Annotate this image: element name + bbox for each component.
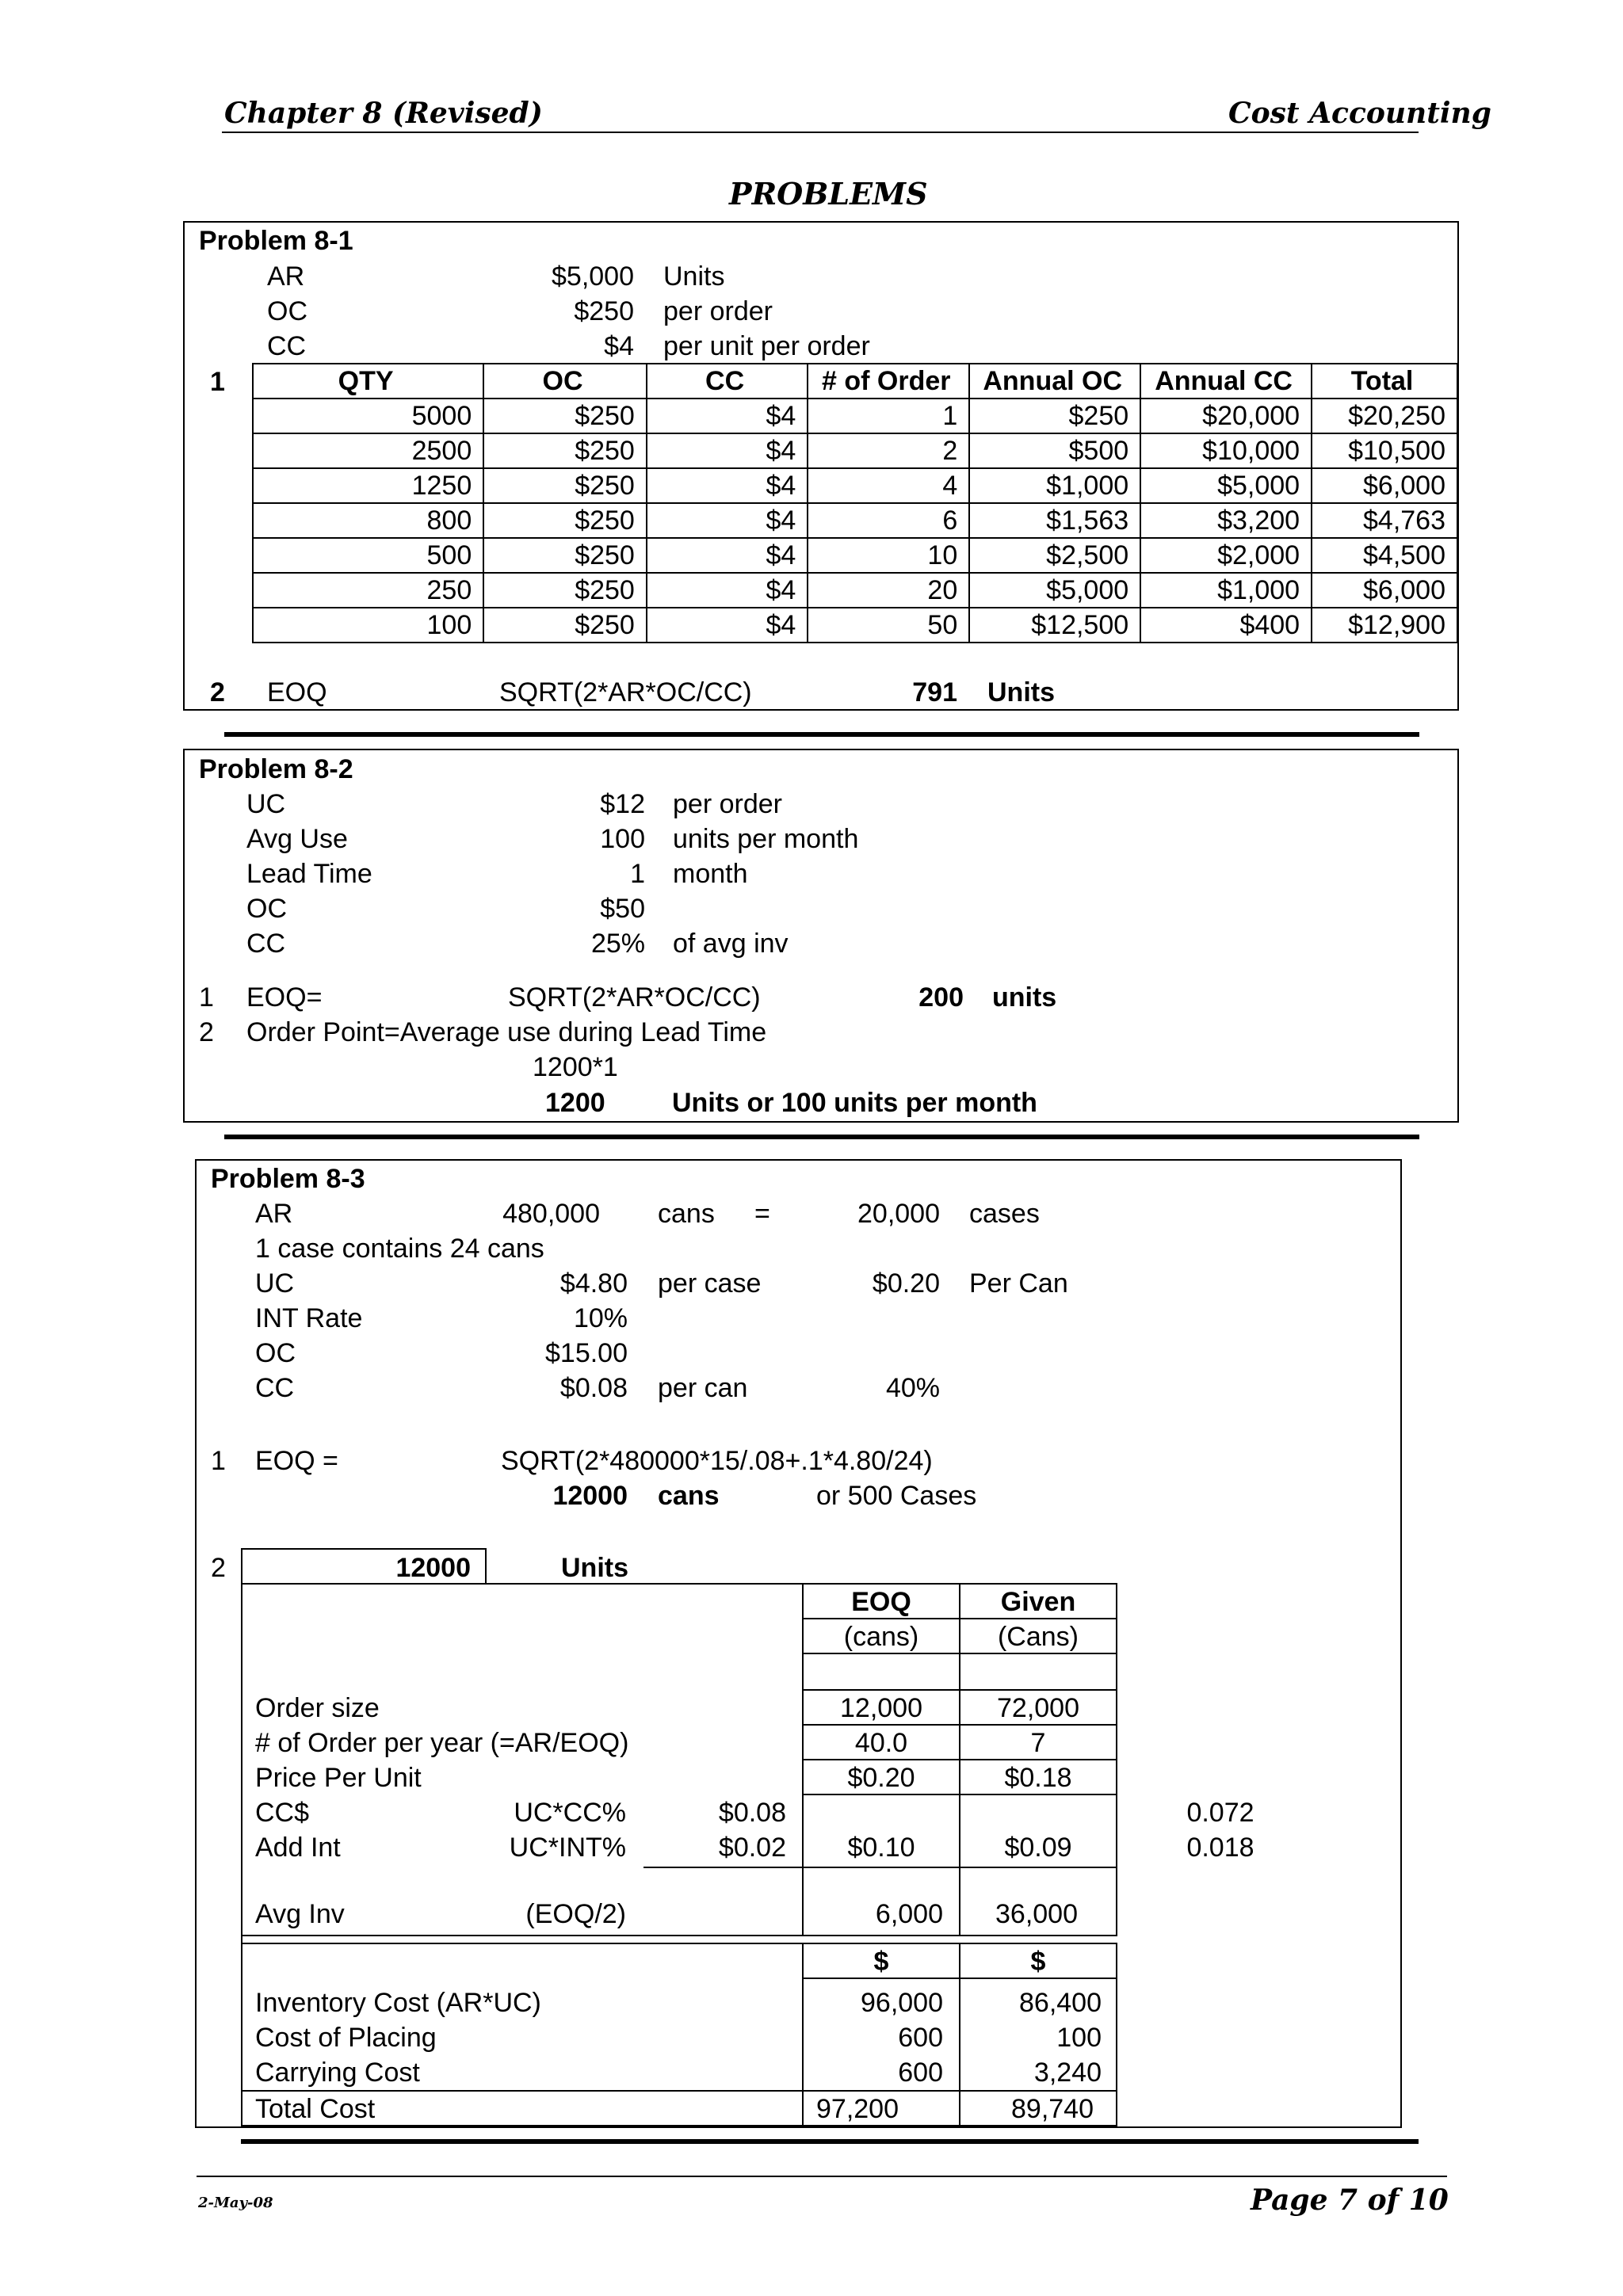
eoq-formula: SQRT(2*AR*OC/CC) [508,982,761,1013]
table-cell: $250 [483,538,647,573]
footer-rule [197,2176,1447,2177]
row-rule [643,1867,1117,1868]
table-row [253,573,1457,608]
table-cell: 800 [253,503,483,538]
given-cell: 3,240 [1033,2058,1102,2088]
input-label: AR [255,1199,293,1229]
part-number: 1 [211,1446,226,1476]
table-cell: $4 [647,538,808,573]
input-unit: cans [658,1199,715,1229]
eoq-label: EOQ [267,677,327,707]
eoq-value: 12000 [552,1481,628,1511]
table-cell: 2 [808,433,969,468]
table-cell: $1,000 [969,468,1140,503]
eoq-value: 200 [918,982,964,1013]
eoq-cell: $0.10 [847,1833,915,1863]
table-cell: 2500 [253,433,483,468]
column-subheader: (cans) [843,1622,919,1652]
row-label: Avg Inv [255,1899,345,1929]
row-label: # of Order per year (=AR/EOQ) [255,1728,629,1758]
converted-unit: cases [969,1199,1040,1229]
eoq-unit: Units [987,677,1055,707]
input-label: OC [267,296,307,326]
input-unit: per can [658,1373,748,1403]
table-cell: $6,000 [1312,573,1457,608]
input-value: 480,000 [502,1199,600,1229]
input-value: 100 [600,824,645,854]
table-cell: $250 [483,503,647,538]
total-label: Total Cost [255,2094,376,2124]
input-unit: units per month [673,824,859,854]
table-cell: $5,000 [969,573,1140,608]
part-number: 2 [210,677,225,707]
table-cell: 6 [808,503,969,538]
table-cell: $4 [647,503,808,538]
table-cell: $4 [647,573,808,608]
eoq-label: EOQ = [255,1446,338,1476]
section-divider [224,732,1419,737]
input-value: $4 [604,331,634,361]
input-unit: per unit per order [663,331,870,361]
column-header: Annual OC [969,364,1140,399]
table-cell: $10,000 [1140,433,1312,468]
header-rule [222,132,1419,133]
table-cell: $4 [647,468,808,503]
eoq-formula: SQRT(2*AR*OC/CC) [499,677,752,707]
table-cell: $250 [483,468,647,503]
row-formula: UC*INT% [509,1833,626,1863]
given-cell: 7 [1030,1728,1046,1758]
converted-value: $0.20 [872,1268,940,1299]
table-cell: 20 [808,573,969,608]
section-divider [224,1135,1419,1139]
column-header: CC [647,364,808,399]
table-row [253,608,1457,643]
table-cell: 1 [808,399,969,433]
problem-8-3-box [195,1159,1402,2128]
table-row [253,538,1457,573]
table-cell: $250 [969,399,1140,433]
input-label: OC [246,894,287,924]
total-given: 89,740 [1011,2094,1094,2124]
table-cell: $12,900 [1312,608,1457,643]
side-value: 0.018 [1186,1833,1254,1863]
input-unit: of avg inv [673,929,789,959]
page-number: Page 7 of 10 [1251,2183,1449,2217]
input-value: 10% [573,1303,628,1333]
eoq-cell: 96,000 [861,1988,943,2018]
part-number: 2 [211,1553,226,1583]
eoq-alternate: or 500 Cases [816,1481,977,1511]
table-cell: $6,000 [1312,468,1457,503]
input-label: CC [255,1373,295,1403]
input-value: $12 [600,789,645,819]
eoq-box-unit: Units [561,1553,628,1583]
table-cell: $5,000 [1140,468,1312,503]
input-label: OC [255,1338,296,1368]
table-cell: 5000 [253,399,483,433]
column-header-eoq: EOQ [851,1587,911,1617]
input-unit: per order [663,296,773,326]
row-value: $0.02 [718,1833,786,1863]
column-header: Annual CC [1140,364,1312,399]
table-row [253,433,1457,468]
given-cell: $0.09 [1004,1833,1072,1863]
input-value: $4.80 [559,1268,628,1299]
problem-8-2-box [183,749,1459,1123]
table-cell: $500 [969,433,1140,468]
order-point-result: 1200 [545,1088,605,1118]
table-cell: 4 [808,468,969,503]
table-cell: 50 [808,608,969,643]
problem-8-3-title: Problem 8-3 [211,1164,365,1194]
input-value: $50 [600,894,645,924]
table-cell: $3,200 [1140,503,1312,538]
row-rule [241,1935,1117,1936]
eoq-cell: 12,000 [840,1693,922,1723]
part-number: 1 [210,367,225,397]
section-divider [241,2139,1419,2144]
part-number: 2 [199,1017,214,1047]
row-label: CC$ [255,1798,310,1828]
table-cell: $4,500 [1312,538,1457,573]
row-label: Order size [255,1693,380,1723]
given-cell: 72,000 [997,1693,1079,1723]
eoq-label: EOQ= [246,982,323,1013]
row-formula: UC*CC% [514,1798,626,1828]
page-title: PROBLEMS [729,176,928,212]
eoq-cell: 600 [898,2058,943,2088]
input-label: CC [267,331,307,361]
given-cell: $0.18 [1004,1763,1072,1793]
input-unit: per case [658,1268,762,1299]
part-number: 1 [199,982,214,1013]
input-label: UC [255,1268,295,1299]
eoq-unit: units [992,982,1057,1013]
footer-date: 2-May-08 [198,2195,273,2211]
row-label: Price Per Unit [255,1763,422,1793]
input-label: Avg Use [246,824,348,854]
table-cell: $250 [483,433,647,468]
table-cell: $1,000 [1140,573,1312,608]
input-label: Lead Time [246,859,372,889]
table-cell: 250 [253,573,483,608]
case-note: 1 case contains 24 cans [255,1234,544,1264]
column-header: QTY [253,364,483,399]
order-cost-table [252,363,1458,643]
column-header: # of Order [808,364,969,399]
problem-8-2-title: Problem 8-2 [199,754,353,784]
table-header-row [253,364,1457,399]
converted-value: 20,000 [857,1199,940,1229]
total-eoq: 97,200 [816,2094,899,2124]
given-cell: 36,000 [995,1899,1078,1929]
table-cell: 500 [253,538,483,573]
table-cell: $4 [647,608,808,643]
eoq-formula: SQRT(2*480000*15/.08+.1*4.80/24) [501,1446,933,1476]
table-row [253,468,1457,503]
eoq-cell: 6,000 [875,1899,943,1929]
eoq-cell: 40.0 [854,1728,908,1758]
dollar-header: $ [1030,1947,1046,1977]
converted-unit: Per Can [969,1268,1068,1299]
table-cell: $4 [647,433,808,468]
dollar-header: $ [873,1947,889,1977]
table-cell: $250 [483,608,647,643]
equals-sign: = [754,1199,770,1229]
row-formula: (EOQ/2) [525,1899,626,1929]
given-cell: 100 [1056,2023,1102,2053]
input-value: $15.00 [545,1338,628,1368]
table-cell: $1,563 [969,503,1140,538]
problem-8-1-title: Problem 8-1 [199,226,353,256]
order-point-text: Order Point=Average use during Lead Time [246,1017,767,1047]
order-point-calc: 1200*1 [533,1052,618,1082]
input-label: INT Rate [255,1303,363,1333]
given-cell: 86,400 [1019,1988,1102,2018]
input-value: $250 [574,296,634,326]
table-cell: $10,500 [1312,433,1457,468]
converted-value: 40% [885,1373,940,1403]
table-cell: 1250 [253,468,483,503]
cost-label: Inventory Cost (AR*UC) [255,1988,541,2018]
cost-label: Cost of Placing [255,2023,437,2053]
table-cell: $250 [483,399,647,433]
table-cell: $400 [1140,608,1312,643]
eoq-cell: $0.20 [847,1763,915,1793]
input-value: $5,000 [552,261,634,292]
subject-header: Cost Accounting [1228,97,1491,130]
table-cell: $2,000 [1140,538,1312,573]
input-value: $0.08 [559,1373,628,1403]
input-value: 25% [590,929,645,959]
input-value: 1 [630,859,645,889]
table-cell: $20,000 [1140,399,1312,433]
input-unit: per order [673,789,782,819]
input-label: UC [246,789,286,819]
column-header-given: Given [1000,1587,1076,1617]
eoq-box-value: 12000 [395,1553,471,1583]
column-header: Total [1312,364,1457,399]
table-cell: $4 [647,399,808,433]
eoq-unit: cans [658,1481,720,1511]
order-point-note: Units or 100 units per month [672,1088,1037,1118]
eoq-cell: 600 [898,2023,943,2053]
input-unit: month [673,859,748,889]
table-cell: 10 [808,538,969,573]
table-row [253,503,1457,538]
input-label: CC [246,929,286,959]
table-cell: $12,500 [969,608,1140,643]
table-row [253,399,1457,433]
cost-label: Carrying Cost [255,2058,420,2088]
row-label: Add Int [255,1833,341,1863]
input-unit: Units [663,261,725,292]
table-cell: $250 [483,573,647,608]
column-header: OC [483,364,647,399]
table-cell: 100 [253,608,483,643]
side-value: 0.072 [1186,1798,1254,1828]
table-cell: $4,763 [1312,503,1457,538]
table-cell: $2,500 [969,538,1140,573]
column-subheader: (Cans) [997,1622,1079,1652]
table-cell: $20,250 [1312,399,1457,433]
row-value: $0.08 [718,1798,786,1828]
comparison-left-border [241,1583,242,2126]
chapter-header: Chapter 8 (Revised) [224,97,543,130]
eoq-value: 791 [912,677,957,707]
input-label: AR [267,261,305,292]
